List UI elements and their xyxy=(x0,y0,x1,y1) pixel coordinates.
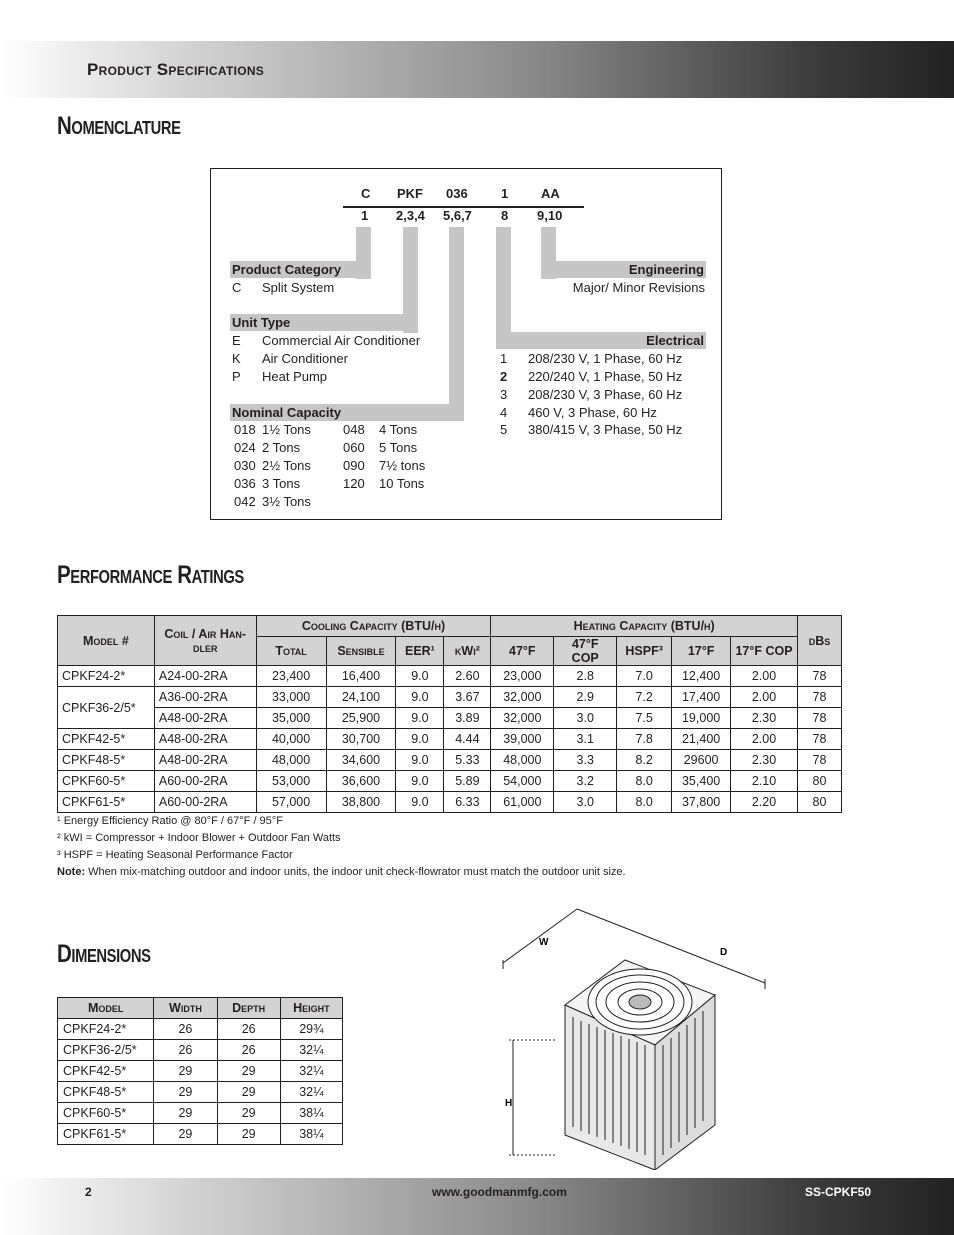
nomenclature-diagram xyxy=(210,168,722,520)
cell: 2.00 xyxy=(731,666,798,687)
col-kwi: kWi² xyxy=(444,637,491,666)
cell: 9.0 xyxy=(396,729,444,750)
cell: 32¼ xyxy=(280,1082,342,1103)
cell: 3.3 xyxy=(554,750,617,771)
capacity-label: 4 Tons xyxy=(379,422,418,437)
cell: 29¾ xyxy=(280,1019,342,1040)
cell: 80 xyxy=(797,771,841,792)
cell: 8.0 xyxy=(617,792,672,813)
table-row xyxy=(58,729,842,750)
cell: 26 xyxy=(154,1019,217,1040)
cell: 9.0 xyxy=(396,666,444,687)
col-17f: 17°F xyxy=(672,637,731,666)
pos-category: 1 xyxy=(361,208,369,223)
nomenclature-heading: Nomenclature xyxy=(57,112,181,140)
cell: 32,000 xyxy=(491,687,554,708)
cell: 40,000 xyxy=(256,729,326,750)
depth-label: D xyxy=(720,947,728,958)
performance-heading: Performance Ratings xyxy=(57,561,244,589)
electrical-code: 5 xyxy=(500,422,508,437)
engineering-label: Major/ Minor Revisions xyxy=(572,280,705,295)
cell-model: CPKF24-2* xyxy=(58,1019,154,1040)
cell: 5.89 xyxy=(444,771,491,792)
capacity-code: 030 xyxy=(234,458,256,473)
cell-model: CPKF42-5* xyxy=(58,729,155,750)
col-height: Height xyxy=(280,998,342,1019)
electrical-code: 2 xyxy=(500,369,508,384)
col-heating-group: Heating Capacity (BTU/h) xyxy=(491,616,798,637)
cell: 36,600 xyxy=(326,771,396,792)
electrical-code: 4 xyxy=(500,405,508,420)
pos-type: 2,3,4 xyxy=(396,208,425,223)
cell: 25,900 xyxy=(326,708,396,729)
capacity-code: 036 xyxy=(234,476,256,491)
table-row xyxy=(58,750,842,771)
col-total: Total xyxy=(256,637,326,666)
unit-type-code: P xyxy=(232,369,241,384)
col-cooling-group: Cooling Capacity (BTU/h) xyxy=(256,616,491,637)
cell: 23,000 xyxy=(491,666,554,687)
code-electrical: 1 xyxy=(501,186,509,201)
unit-type-code: K xyxy=(232,351,241,366)
cell: 32¼ xyxy=(280,1040,342,1061)
cell: 9.0 xyxy=(396,750,444,771)
cell-model: CPKF36-2/5* xyxy=(58,687,155,729)
col-17f-cop: 17°F COP xyxy=(731,637,798,666)
cell-model: CPKF61-5* xyxy=(58,1124,154,1145)
cell: 61,000 xyxy=(491,792,554,813)
cell-model: CPKF42-5* xyxy=(58,1061,154,1082)
cell-coil: A60-00-2RA xyxy=(154,792,256,813)
cell: 78 xyxy=(797,750,841,771)
capacity-code: 120 xyxy=(343,476,365,491)
cell: 2.60 xyxy=(444,666,491,687)
cell-coil: A48-00-2RA xyxy=(154,750,256,771)
code-capacity: 036 xyxy=(446,186,468,201)
cell: 29600 xyxy=(672,750,731,771)
code-engineering: AA xyxy=(541,186,560,201)
height-label: H xyxy=(505,1098,513,1109)
electrical-code: 1 xyxy=(500,351,508,366)
width-dimension-line xyxy=(503,909,577,963)
depth-dimension-line xyxy=(577,909,765,983)
col-47f-cop: 47°F COP xyxy=(554,637,617,666)
cell: 7.2 xyxy=(617,687,672,708)
cell: 4.44 xyxy=(444,729,491,750)
capacity-code: 042 xyxy=(234,494,256,509)
cell: 57,000 xyxy=(256,792,326,813)
cell: 9.0 xyxy=(396,771,444,792)
note-text: When mix-matching outdoor and indoor units, the indoor unit check-flowrator must match the outdoor unit size. xyxy=(88,866,626,878)
code-category: C xyxy=(361,186,371,201)
cell-coil: A60-00-2RA xyxy=(154,771,256,792)
engineering-header: Engineering xyxy=(541,261,706,278)
footnote-3: ³ HSPF = Heating Seasonal Performance Factor xyxy=(57,849,293,861)
cell-model: CPKF61-5* xyxy=(58,792,155,813)
unit-type-label: Commercial Air Conditioner xyxy=(262,333,421,348)
col-eer: EER¹ xyxy=(396,637,444,666)
cell-model: CPKF60-5* xyxy=(58,771,155,792)
cell: 78 xyxy=(797,666,841,687)
cell: 21,400 xyxy=(672,729,731,750)
electrical-label: 220/240 V, 1 Phase, 50 Hz xyxy=(528,369,683,384)
cell: 5.33 xyxy=(444,750,491,771)
cell: 29 xyxy=(217,1124,280,1145)
cell: 33,000 xyxy=(256,687,326,708)
table-row xyxy=(58,687,842,708)
unit-type-label: Air Conditioner xyxy=(262,351,348,366)
cell-model: CPKF48-5* xyxy=(58,1082,154,1103)
cell: 35,000 xyxy=(256,708,326,729)
cell: 80 xyxy=(797,792,841,813)
cell-model: CPKF24-2* xyxy=(58,666,155,687)
capacity-code: 018 xyxy=(234,422,256,437)
cell: 30,700 xyxy=(326,729,396,750)
cell: 12,400 xyxy=(672,666,731,687)
cell: 7.8 xyxy=(617,729,672,750)
cell-model: CPKF36-2/5* xyxy=(58,1040,154,1061)
cell: 29 xyxy=(154,1124,217,1145)
cell: 29 xyxy=(154,1103,217,1124)
cell: 54,000 xyxy=(491,771,554,792)
cell: 78 xyxy=(797,687,841,708)
cell: 29 xyxy=(217,1103,280,1124)
cell: 37,800 xyxy=(672,792,731,813)
cell: 9.0 xyxy=(396,792,444,813)
table-row xyxy=(58,1061,343,1082)
cell: 6.33 xyxy=(444,792,491,813)
table-row xyxy=(58,1103,343,1124)
page-number: 2 xyxy=(85,1185,92,1199)
cell: 39,000 xyxy=(491,729,554,750)
electrical-label: 208/230 V, 1 Phase, 60 Hz xyxy=(528,351,683,366)
cell: 78 xyxy=(797,729,841,750)
dimensions-heading: Dimensions xyxy=(57,940,151,968)
cell: 3.89 xyxy=(444,708,491,729)
table-row xyxy=(58,1040,343,1061)
capacity-code: 048 xyxy=(343,422,365,437)
electrical-label: 460 V, 3 Phase, 60 Hz xyxy=(528,405,657,420)
cell: 35,400 xyxy=(672,771,731,792)
page-header-title: Product Specifications xyxy=(87,60,265,79)
footnote-1: ¹ Energy Efficiency Ratio @ 80°F / 67°F / 95°F xyxy=(57,815,283,827)
cell: 2.8 xyxy=(554,666,617,687)
cell: 29 xyxy=(217,1061,280,1082)
category-label: Split System xyxy=(262,280,335,295)
capacity-label: 5 Tons xyxy=(379,440,418,455)
width-label: W xyxy=(539,937,549,948)
cell: 38¼ xyxy=(280,1124,342,1145)
capacity-code: 090 xyxy=(343,458,365,473)
note-label: Note: xyxy=(57,866,86,878)
electrical-label: 380/415 V, 3 Phase, 50 Hz xyxy=(528,422,683,437)
cell: 32¼ xyxy=(280,1061,342,1082)
col-depth: Depth xyxy=(217,998,280,1019)
cell-model: CPKF48-5* xyxy=(58,750,155,771)
cell: 2.30 xyxy=(731,750,798,771)
col-sensible: Sensible xyxy=(326,637,396,666)
website-url: www.goodmanmfg.com xyxy=(432,1185,567,1199)
cell: 2.30 xyxy=(731,708,798,729)
cell-coil: A36-00-2RA xyxy=(154,687,256,708)
cell: 3.0 xyxy=(554,792,617,813)
performance-table xyxy=(57,615,842,813)
cell: 29 xyxy=(217,1082,280,1103)
nominal-capacity-header: Nominal Capacity xyxy=(230,404,464,421)
cell: 19,000 xyxy=(672,708,731,729)
cell: 29 xyxy=(154,1082,217,1103)
cell-model: CPKF60-5* xyxy=(58,1103,154,1124)
table-row xyxy=(58,1124,343,1145)
unit-type-header: Unit Type xyxy=(230,314,418,331)
unit-type-code: E xyxy=(232,333,241,348)
table-row xyxy=(58,666,842,687)
cell: 7.0 xyxy=(617,666,672,687)
capacity-label: 2½ Tons xyxy=(262,458,311,473)
pos-engineering: 9,10 xyxy=(537,208,563,223)
table-row xyxy=(58,1019,343,1040)
col-47f: 47°F xyxy=(491,637,554,666)
note xyxy=(57,866,626,878)
footnote-2: ² kWI = Compressor + Indoor Blower + Outdoor Fan Watts xyxy=(57,832,341,844)
cell: 26 xyxy=(217,1019,280,1040)
cell: 17,400 xyxy=(672,687,731,708)
col-width: Width xyxy=(154,998,217,1019)
col-model: Model # xyxy=(58,616,155,666)
col-model: Model xyxy=(58,998,154,1019)
cell-coil: A48-00-2RA xyxy=(154,708,256,729)
cell: 9.0 xyxy=(396,687,444,708)
cell: 32,000 xyxy=(491,708,554,729)
code-type: PKF xyxy=(397,186,423,201)
cell: 34,600 xyxy=(326,750,396,771)
capacity-label: 7½ tons xyxy=(379,458,426,473)
col-coil: Coil / Air Han-dler xyxy=(154,616,256,666)
cell-coil: A48-00-2RA xyxy=(154,729,256,750)
product-category-header: Product Category xyxy=(230,261,371,278)
table-row xyxy=(58,771,842,792)
cell: 29 xyxy=(154,1061,217,1082)
cell: 3.0 xyxy=(554,708,617,729)
cell: 8.0 xyxy=(617,771,672,792)
capacity-label: 3½ Tons xyxy=(262,494,311,509)
capacity-label: 3 Tons xyxy=(262,476,301,491)
cell: 3.2 xyxy=(554,771,617,792)
cell: 48,000 xyxy=(256,750,326,771)
table-row xyxy=(58,1082,343,1103)
cell: 9.0 xyxy=(396,708,444,729)
cell: 24,100 xyxy=(326,687,396,708)
col-hspf: HSPF³ xyxy=(617,637,672,666)
cell: 48,000 xyxy=(491,750,554,771)
connector-capacity xyxy=(449,227,464,421)
cell: 2.20 xyxy=(731,792,798,813)
condenser-unit-illustration xyxy=(495,905,785,1170)
cell: 7.5 xyxy=(617,708,672,729)
pos-electrical: 8 xyxy=(501,208,509,223)
table-row xyxy=(58,708,842,729)
capacity-label: 10 Tons xyxy=(379,476,425,491)
cell: 78 xyxy=(797,708,841,729)
connector-electrical xyxy=(496,227,511,333)
cell: 2.10 xyxy=(731,771,798,792)
document-id: SS-CPKF50 xyxy=(805,1185,872,1199)
capacity-label: 1½ Tons xyxy=(262,422,311,437)
cell: 53,000 xyxy=(256,771,326,792)
col-dbs: dBs xyxy=(797,616,841,666)
table-row xyxy=(58,792,842,813)
electrical-code: 3 xyxy=(500,387,508,402)
cell: 16,400 xyxy=(326,666,396,687)
cell: 2.9 xyxy=(554,687,617,708)
capacity-code: 060 xyxy=(343,440,365,455)
cell: 26 xyxy=(154,1040,217,1061)
capacity-code: 024 xyxy=(234,440,256,455)
cell: 3.67 xyxy=(444,687,491,708)
cell: 23,400 xyxy=(256,666,326,687)
electrical-label: 208/230 V, 3 Phase, 60 Hz xyxy=(528,387,683,402)
cell: 38,800 xyxy=(326,792,396,813)
dimensions-table xyxy=(57,997,343,1145)
cell: 38¼ xyxy=(280,1103,342,1124)
electrical-header: Electrical xyxy=(496,332,706,349)
pos-capacity: 5,6,7 xyxy=(443,208,472,223)
cell-coil: A24-00-2RA xyxy=(154,666,256,687)
cell: 8.2 xyxy=(617,750,672,771)
cell: 2.00 xyxy=(731,729,798,750)
unit-type-label: Heat Pump xyxy=(262,369,328,384)
cell: 3.1 xyxy=(554,729,617,750)
cell: 2.00 xyxy=(731,687,798,708)
cell: 26 xyxy=(217,1040,280,1061)
capacity-label: 2 Tons xyxy=(262,440,301,455)
category-code: C xyxy=(232,280,242,295)
